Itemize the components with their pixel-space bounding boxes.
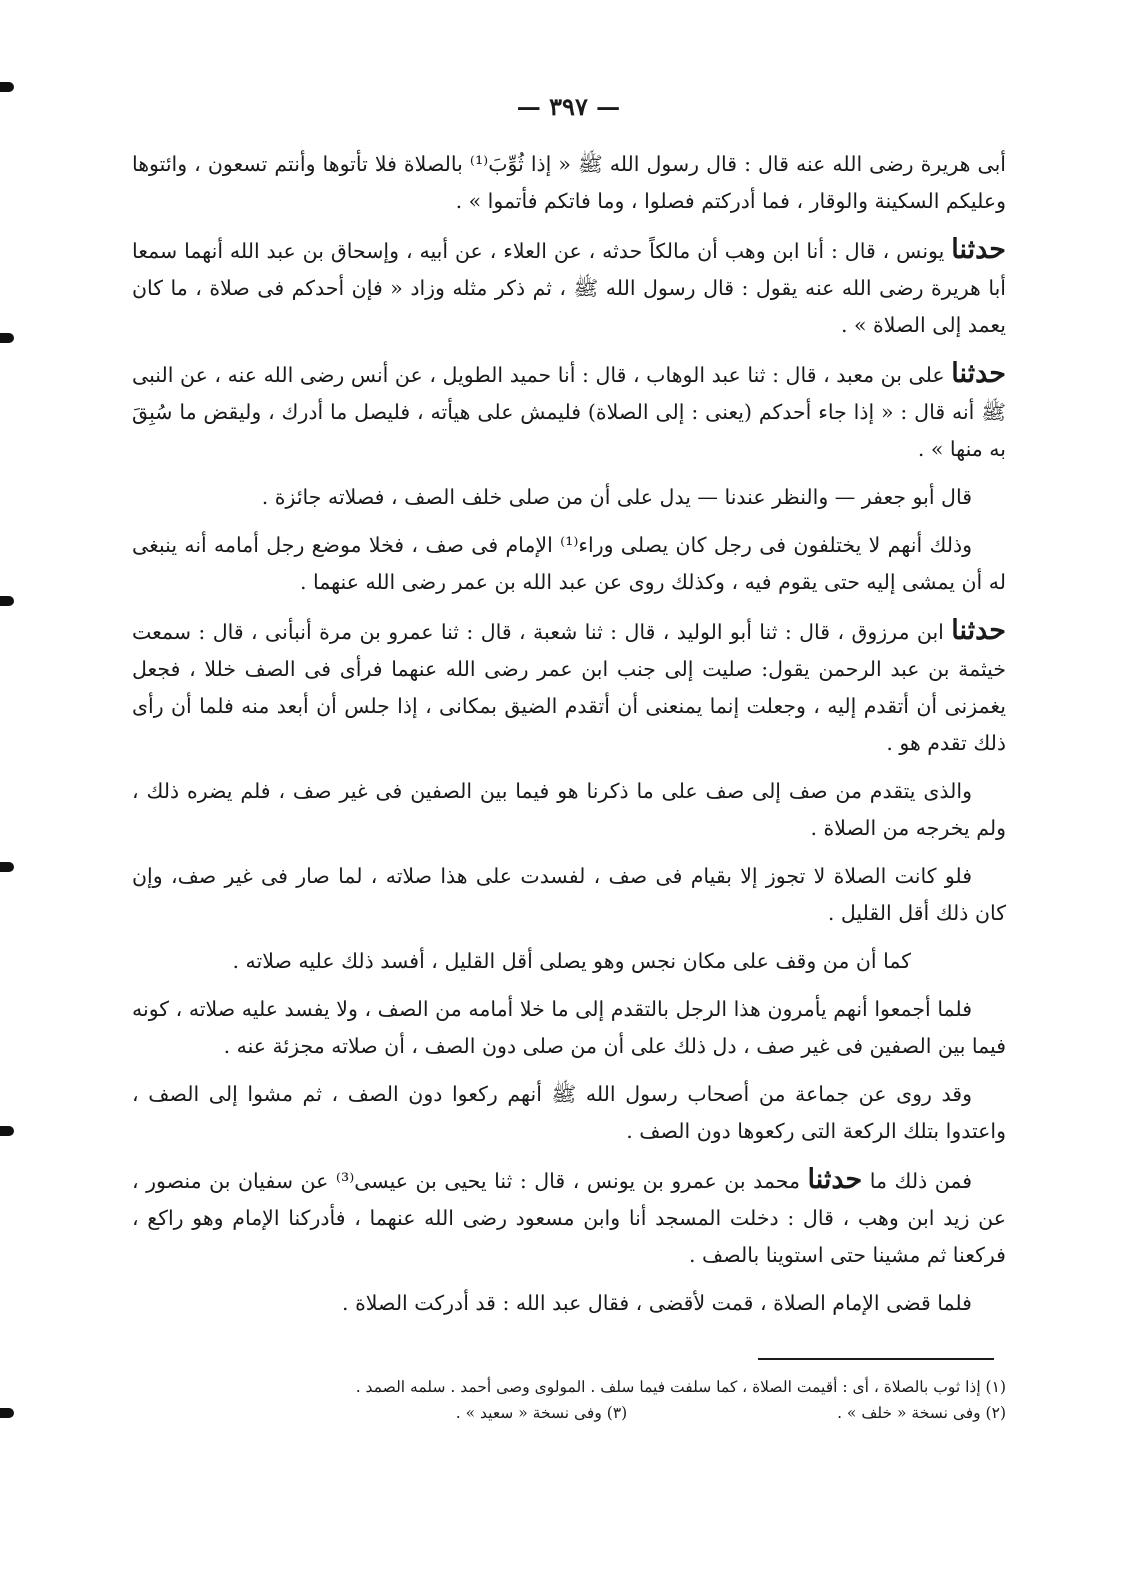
paragraph-text: والذى يتقدم من صف إلى صف على ما ذكرنا هو فيما بين الصفين فى غير صف ، فلم يضره ذلك ، ولم يخرجه من الصلاة . bbox=[132, 779, 1006, 840]
paragraph-11 bbox=[132, 1076, 1006, 1150]
paragraph-5 bbox=[132, 527, 1006, 601]
footnote-divider bbox=[758, 1358, 994, 1360]
paragraph-text: محمد بن عمرو بن يونس ، قال : ثنا يحيى بن عيسى⁽³⁾ عن سفيان بن منصور ، عن زيد ابن وهب ، قال : دخلت المسجد أنا وابن مسعود رضى الله عنهما ، فأدركنا الإمام وهو راكع ، فركعنا ثم مشينا حتى استوينا بالصف . bbox=[132, 1169, 1006, 1267]
paragraph-text: على بن معبد ، قال : ثنا عبد الوهاب ، قال : أنا حميد الطويل ، عن أنس رضى الله عنه ، عن النبى ﷺ أنه قال : « إذا جاء أحدكم (يعنى : إلى الصلاة) فليمش على هيأته ، فليصل ما أدرك ، وليقض ما سُبِقَ به منها » . bbox=[132, 363, 1006, 461]
paragraph-text: أبى هريرة رضى الله عنه قال : قال رسول الله ﷺ « إذا ثُوِّبَ⁽¹⁾ بالصلاة فلا تأتوها وأنتم تسعون ، وائتوها وعليكم السكينة والوقار ، فما أدركتم فصلوا ، وما فاتكم فأتموا » . bbox=[132, 152, 1006, 213]
paragraph-lead: فمن ذلك ما bbox=[862, 1169, 972, 1193]
footnote-2: (٢) وفى نسخة « خلف » . bbox=[837, 1404, 1006, 1422]
page-number: — ٣٩٧ — bbox=[516, 92, 621, 121]
paragraph-text: وذلك أنهم لا يختلفون فى رجل كان يصلى وراء⁽¹⁾ الإمام فى صف ، فخلا موضع رجل أمامه أنه ينبغى له أن يمشى إليه حتى يقوم فيه ، وكذلك روى عن عبد الله بن عمر رضى الله عنهما . bbox=[132, 533, 1006, 594]
paragraph-text: وقد روى عن جماعة من أصحاب رسول الله ﷺ أنهم ركعوا دون الصف ، ثم مشوا إلى الصف ، واعتدوا بتلك الركعة التى ركعوها دون الصف . bbox=[132, 1082, 1006, 1143]
paragraph-10 bbox=[132, 991, 1006, 1065]
hadith-marker: حدثنا bbox=[951, 358, 1006, 389]
binding-mark bbox=[0, 1408, 14, 1418]
footnotes bbox=[132, 1374, 1006, 1426]
hadith-marker: حدثنا bbox=[951, 615, 1006, 646]
paragraph-7 bbox=[132, 773, 1006, 847]
paragraph-1 bbox=[132, 146, 1006, 220]
paragraph-text: فلما أجمعوا أنهم يأمرون هذا الرجل بالتقدم إلى ما خلا أمامه من الصف ، ولا يفسد عليه صلاته ، كونه فيما بين الصفين فى غير صف ، دل ذلك على أن من صلى دون الصف ، أن صلاته مجزئة عنه . bbox=[132, 997, 1006, 1058]
binding-mark bbox=[0, 596, 14, 606]
paragraph-text: قال أبو جعفر — والنظر عندنا — يدل على أن من صلى خلف الصف ، فصلاته جائزة . bbox=[261, 485, 972, 509]
paragraph-2 bbox=[132, 231, 1006, 344]
binding-mark bbox=[0, 82, 14, 92]
paragraph-9 bbox=[132, 943, 1006, 980]
hadith-marker: حدثنا bbox=[807, 1164, 863, 1195]
paragraph-13 bbox=[132, 1285, 1006, 1322]
paragraph-text: فلما قضى الإمام الصلاة ، قمت لأقضى ، فقال عبد الله : قد أدركت الصلاة . bbox=[342, 1291, 972, 1315]
paragraph-text: يونس ، قال : أنا ابن وهب أن مالكاً حدثه ، عن العلاء ، عن أبيه ، وإسحاق بن عبد الله أنهما سمعا أبا هريرة رضى الله عنه يقول : قال رسول الله ﷺ ، ثم ذكر مثله وزاد « فإن أحدكم فى صلاة ، ما كان يعمد إلى الصلاة » . bbox=[132, 239, 1006, 337]
footnote-1: (١) إذا ثوب بالصلاة ، أى : أقيمت الصلاة ، كما سلفت فيما سلف . المولوى وصى أحمد . سلمه الصمد . bbox=[355, 1378, 1006, 1396]
binding-mark bbox=[0, 333, 14, 343]
main-text bbox=[132, 146, 1006, 1333]
paragraph-8 bbox=[132, 858, 1006, 932]
paragraph-text: فلو كانت الصلاة لا تجوز إلا بقيام فى صف ، لفسدت على هذا صلاته ، لما صار فى غير صف، وإن كان ذلك أقل القليل . bbox=[132, 864, 1006, 925]
paragraph-3 bbox=[132, 355, 1006, 468]
footnote-3: (٣) وفى نسخة « سعيد » . bbox=[455, 1404, 628, 1422]
paragraph-4 bbox=[132, 479, 1006, 516]
hadith-marker: حدثنا bbox=[951, 234, 1006, 265]
paragraph-text: ابن مرزوق ، قال : ثنا أبو الوليد ، قال : ثنا شعبة ، قال : ثنا عمرو بن مرة أنبأنى ، قال : سمعت خيثمة بن عبد الرحمن يقول: صليت إلى جنب ابن عمر رضى الله عنهما فرأى فى الصف خللا ، فجعل يغمزنى أن أتقدم إليه ، وجعلت إنما يمنعنى أن أتقدم الضيق بمكانى ، إذا جلس أن أبعد منه فلما أن رأى ذلك تقدم هو . bbox=[132, 620, 1006, 755]
footnote-row bbox=[132, 1400, 1006, 1426]
paragraph-12 bbox=[132, 1161, 1006, 1274]
binding-mark bbox=[0, 862, 14, 872]
paragraph-text: كما أن من وقف على مكان نجس وهو يصلى أقل القليل ، أفسد ذلك عليه صلاته . bbox=[232, 949, 911, 973]
paragraph-6 bbox=[132, 612, 1006, 762]
binding-mark bbox=[0, 1126, 14, 1136]
